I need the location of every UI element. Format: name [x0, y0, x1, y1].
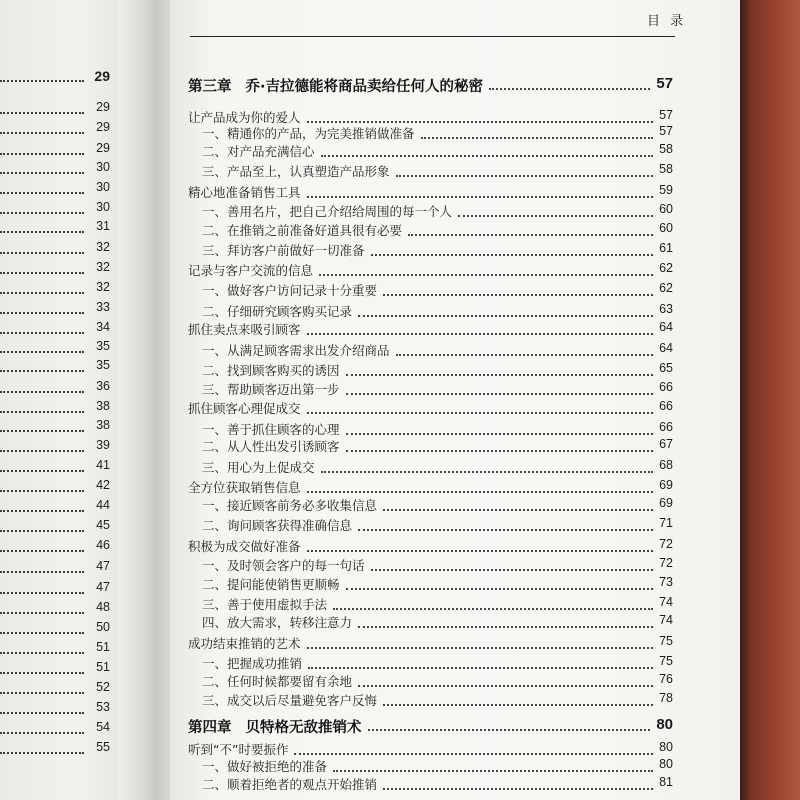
toc-subsection-row	[188, 341, 673, 363]
left-page-entry	[0, 180, 122, 202]
toc-subsection-row	[188, 241, 673, 263]
toc-entry-title: 精心地准备销售工具	[188, 185, 301, 200]
dot-leader	[0, 272, 84, 274]
left-page-entry	[0, 720, 122, 742]
dot-leader	[346, 393, 653, 395]
dot-leader	[346, 450, 653, 452]
toc-page-number: 60	[659, 202, 673, 216]
toc-entry-title: 三、帮助顾客迈出第一步	[202, 382, 340, 397]
toc-page-number: 78	[659, 691, 673, 705]
dot-leader	[0, 732, 84, 734]
dot-leader	[0, 391, 84, 393]
dot-leader	[371, 569, 653, 571]
dot-leader	[0, 332, 84, 334]
toc-entry-title: 二、找到顾客购买的诱因	[202, 363, 340, 378]
dot-leader	[0, 490, 84, 492]
toc-entry-title: 一、善于抓住顾客的心理	[202, 422, 340, 437]
dot-leader	[0, 592, 84, 594]
left-page-entry	[0, 160, 122, 182]
dot-leader	[0, 112, 84, 114]
toc-entry-title: 一、把握成功推销	[202, 656, 303, 671]
dot-leader	[0, 510, 84, 512]
toc-page-number: 59	[659, 183, 673, 197]
left-page-entry	[0, 379, 122, 401]
toc-page-number: 57	[659, 108, 673, 122]
toc-page-number: 76	[659, 672, 673, 686]
left-page-number: 35	[96, 358, 110, 372]
dot-leader	[396, 175, 653, 177]
toc-entry-title: 一、精通你的产品，为完美推销做准备	[202, 126, 415, 141]
dot-leader	[0, 80, 84, 82]
dot-leader	[0, 312, 84, 314]
toc-entry-title: 二、顺着拒绝者的观点开始推销	[202, 777, 378, 792]
left-page-entry	[0, 518, 122, 540]
left-page-number: 38	[96, 418, 110, 432]
toc-page-number: 72	[659, 556, 673, 570]
left-page-entry	[0, 538, 122, 560]
dot-leader	[0, 752, 84, 754]
dot-leader	[346, 374, 653, 376]
left-page-entry	[0, 68, 122, 90]
dot-leader	[0, 153, 84, 155]
left-page-number: 53	[96, 700, 110, 714]
left-page-entry	[0, 120, 122, 142]
dot-leader	[0, 172, 84, 174]
left-page-number: 29	[94, 68, 110, 84]
toc-page-number: 75	[659, 634, 673, 648]
toc-entry-title: 抓住卖点来吸引顾客	[188, 322, 301, 337]
left-page-number: 29	[96, 100, 110, 114]
dot-leader	[346, 433, 653, 435]
toc-section-row	[188, 261, 673, 283]
toc-page-number: 66	[659, 399, 673, 413]
toc-subsection-row	[188, 775, 673, 797]
left-page-number: 52	[96, 680, 110, 694]
left-page-entry	[0, 458, 122, 480]
toc-section-row	[188, 634, 673, 656]
left-page-number: 55	[96, 740, 110, 754]
left-page-number: 51	[96, 660, 110, 674]
left-page-number: 34	[96, 320, 110, 334]
chapter-title-text: 贝特格无敌推销术	[245, 720, 362, 736]
left-page-number: 54	[96, 720, 110, 734]
left-page-number: 30	[96, 200, 110, 214]
dot-leader	[321, 155, 653, 157]
left-page-number: 29	[96, 120, 110, 134]
dot-leader	[0, 212, 84, 214]
left-page-number: 45	[96, 518, 110, 532]
toc-page-number: 80	[659, 757, 673, 771]
toc-page-number: 71	[659, 516, 673, 530]
dot-leader	[0, 252, 84, 254]
toc-page-number: 66	[659, 380, 673, 394]
left-page-entry	[0, 700, 122, 722]
toc-page-number: 57	[659, 124, 673, 138]
left-page-entry	[0, 498, 122, 520]
toc-entry-title: 让产品成为你的爱人	[188, 110, 301, 125]
left-page-number: 44	[96, 498, 110, 512]
toc-subsection-row	[188, 281, 673, 303]
left-page-number: 51	[96, 640, 110, 654]
left-page-number: 47	[96, 559, 110, 573]
toc-entry-title: 三、善于使用虚拟手法	[202, 597, 328, 612]
toc-page-number: 74	[659, 595, 673, 609]
left-page-entry	[0, 740, 122, 762]
toc-page-number: 69	[659, 478, 673, 492]
dot-leader	[307, 121, 653, 123]
toc-chapter-title	[188, 75, 487, 96]
dot-leader	[307, 333, 653, 335]
dot-leader	[0, 612, 84, 614]
left-page-number: 41	[96, 458, 110, 472]
dot-leader	[0, 692, 84, 694]
toc-subsection-row	[188, 458, 673, 480]
dot-leader	[383, 294, 653, 296]
left-page-number: 32	[96, 280, 110, 294]
left-page-entry	[0, 300, 122, 322]
dot-leader	[308, 667, 653, 669]
left-page-number: 31	[96, 219, 110, 233]
dot-leader	[489, 88, 650, 90]
left-page-entry	[0, 240, 122, 262]
dot-leader	[383, 704, 653, 706]
left-page-number: 29	[96, 141, 110, 155]
dot-leader	[396, 354, 653, 356]
dot-leader	[408, 234, 653, 236]
dot-leader	[383, 509, 653, 511]
toc-entry-title: 一、做好客户访问记录十分重要	[202, 283, 378, 298]
dot-leader	[358, 529, 653, 531]
dot-leader	[0, 132, 84, 134]
left-page-number: 47	[96, 580, 110, 594]
left-page-entry	[0, 580, 122, 602]
toc-subsection-row	[188, 691, 673, 713]
dot-leader	[0, 370, 84, 372]
dot-leader	[307, 550, 653, 552]
toc-page-number: 72	[659, 537, 673, 551]
toc-entry-title: 记录与客户交流的信息	[188, 263, 314, 278]
dot-leader	[346, 588, 653, 590]
toc-page-number: 62	[659, 261, 673, 275]
dot-leader	[0, 652, 84, 654]
toc-page-number: 62	[659, 281, 673, 295]
toc-page-number: 74	[659, 613, 673, 627]
dot-leader	[307, 412, 653, 414]
toc-entry-title: 二、提问能使销售更顺畅	[202, 577, 340, 592]
toc-entry-title: 二、询问顾客获得准确信息	[202, 518, 353, 533]
toc-page-number: 61	[659, 241, 673, 255]
toc-page-number: 75	[659, 654, 673, 668]
left-page-number: 48	[96, 600, 110, 614]
toc-entry-title: 三、用心为上促成交	[202, 460, 315, 475]
left-page-number: 39	[96, 438, 110, 452]
toc-entry-title: 二、任何时候都要留有余地	[202, 674, 353, 689]
toc-page-number: 80	[659, 740, 673, 754]
left-page-entry	[0, 620, 122, 642]
toc-page-number: 63	[659, 302, 673, 316]
left-page-entry	[0, 219, 122, 241]
toc-subsection-row	[188, 516, 673, 538]
left-page-entry	[0, 100, 122, 122]
toc-entry-title: 听到“不”时要振作	[188, 742, 289, 757]
toc-entry-title: 四、放大需求，转移注意力	[202, 615, 353, 630]
toc-subsection-row	[188, 613, 673, 635]
toc-chapter-title	[188, 716, 366, 737]
dot-leader	[321, 471, 653, 473]
chapter-title-text: 乔·吉拉德能将商品卖给任何人的秘密	[245, 79, 484, 95]
left-page-number: 36	[96, 379, 110, 393]
toc-page-number: 81	[659, 775, 673, 789]
left-page-entry	[0, 260, 122, 282]
toc-page-number: 60	[659, 221, 673, 235]
dot-leader	[371, 254, 653, 256]
dot-leader	[307, 647, 653, 649]
toc-subsection-row	[188, 437, 673, 459]
toc-page-number: 73	[659, 575, 673, 589]
dot-leader	[0, 192, 84, 194]
toc-page-number: 69	[659, 496, 673, 510]
dot-leader	[0, 292, 84, 294]
dot-leader	[0, 430, 84, 432]
dot-leader	[368, 729, 650, 731]
toc-page-number: 65	[659, 361, 673, 375]
chapter-label: 第四章	[188, 720, 232, 736]
toc-entry-title: 二、仔细研究顾客购买记录	[202, 304, 353, 319]
dot-leader	[294, 753, 653, 755]
toc-section-row	[188, 320, 673, 342]
toc-chapter-row	[188, 75, 673, 97]
toc-page-number: 66	[659, 420, 673, 434]
dot-leader	[0, 530, 84, 532]
left-page-number: 35	[96, 339, 110, 353]
left-page-number: 30	[96, 160, 110, 174]
header-rule	[190, 36, 675, 37]
left-page-entry	[0, 680, 122, 702]
left-page-number: 46	[96, 538, 110, 552]
left-page-entry	[0, 438, 122, 460]
toc-entry-title: 三、拜访客户前做好一切准备	[202, 243, 365, 258]
left-page-entry	[0, 358, 122, 380]
left-page-number: 32	[96, 260, 110, 274]
dot-leader	[458, 215, 653, 217]
toc-entry-title: 全方位获取销售信息	[188, 480, 301, 495]
dot-leader	[307, 491, 653, 493]
left-page-number: 33	[96, 300, 110, 314]
dot-leader	[333, 608, 653, 610]
toc-entry-title: 三、产品至上，认真塑造产品形象	[202, 164, 390, 179]
toc-entry-title: 一、接近顾客前务必多收集信息	[202, 498, 378, 513]
dot-leader	[0, 450, 84, 452]
toc-entry-title: 二、对产品充满信心	[202, 144, 315, 159]
dot-leader	[0, 712, 84, 714]
dot-leader	[0, 351, 84, 353]
left-page-entry	[0, 600, 122, 622]
dot-leader	[307, 196, 653, 198]
toc-page-number: 67	[659, 437, 673, 451]
toc-entry-title: 抓住顾客心理促成交	[188, 401, 301, 416]
toc-subsection-row	[188, 142, 673, 164]
dot-leader	[0, 470, 84, 472]
book-cover-edge	[740, 0, 800, 800]
dot-leader	[383, 788, 653, 790]
dot-leader	[319, 274, 653, 276]
left-page-entry	[0, 418, 122, 440]
toc-page-number: 64	[659, 320, 673, 334]
dot-leader	[0, 672, 84, 674]
contents-header: 目 录	[647, 14, 687, 29]
dot-leader	[333, 770, 653, 772]
toc-chapter-row	[188, 716, 673, 738]
toc-subsection-row	[188, 162, 673, 184]
left-page-entry	[0, 640, 122, 662]
toc-entry-title: 一、做好被拒绝的准备	[202, 759, 328, 774]
left-page-number: 42	[96, 478, 110, 492]
toc-entry-title: 成功结束推销的艺术	[188, 636, 301, 651]
toc-page-number: 80	[656, 716, 673, 733]
toc-page-number: 58	[659, 142, 673, 156]
toc-entry-title: 二、从人性出发引诱顾客	[202, 439, 340, 454]
toc-entry-title: 二、在推销之前准备好道具很有必要	[202, 223, 403, 238]
toc-entry-title: 一、及时领会客户的每一句话	[202, 558, 365, 573]
dot-leader	[0, 632, 84, 634]
toc-entry-title: 一、善用名片，把自己介绍给周围的每一个人	[202, 204, 453, 219]
left-page-number: 38	[96, 399, 110, 413]
toc-page-number: 68	[659, 458, 673, 472]
dot-leader	[358, 685, 653, 687]
toc-section-row	[188, 399, 673, 421]
dot-leader	[421, 137, 653, 139]
toc-subsection-row	[188, 496, 673, 518]
dot-leader	[0, 550, 84, 552]
left-page-entry	[0, 478, 122, 500]
toc-page-number: 58	[659, 162, 673, 176]
dot-leader	[358, 315, 653, 317]
left-page-entry	[0, 559, 122, 581]
toc-page-number: 57	[656, 75, 673, 92]
toc-page-number: 64	[659, 341, 673, 355]
left-page-entry	[0, 660, 122, 682]
left-page-number: 50	[96, 620, 110, 634]
toc-entry-title: 积极为成交做好准备	[188, 539, 301, 554]
chapter-label: 第三章	[188, 79, 232, 95]
dot-leader	[358, 626, 653, 628]
left-page-number: 30	[96, 180, 110, 194]
dot-leader	[0, 411, 84, 413]
left-page-entry	[0, 280, 122, 302]
left-page-number: 32	[96, 240, 110, 254]
toc-subsection-row	[188, 221, 673, 243]
toc-entry-title: 一、从满足顾客需求出发介绍商品	[202, 343, 390, 358]
dot-leader	[0, 231, 84, 233]
dot-leader	[0, 571, 84, 573]
toc-entry-title: 三、成交以后尽量避免客户反悔	[202, 693, 378, 708]
toc-subsection-row	[188, 575, 673, 597]
